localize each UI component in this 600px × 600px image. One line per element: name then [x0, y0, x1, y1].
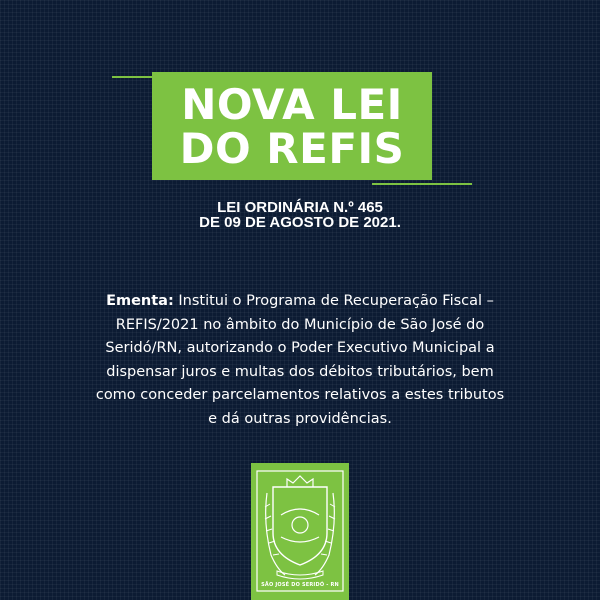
summary-body: Institui o Programa de Recuperação Fiscal – REFIS/2021 no âmbito do Município de São José do Seridó/RN, autorizando o Poder Executivo Municipal a dispensar juros e multas dos débitos tributários, bem como conceder parcelamentos relativos a estes tributos e dá outras providências.	[95, 293, 505, 427]
law-date: DE 09 DE AGOSTO DE 2021.	[199, 214, 401, 231]
law-number: LEI ORDINÁRIA N.º 465	[217, 199, 383, 216]
decorative-line-left	[112, 76, 152, 78]
title-line-1: NOVA LEI	[181, 80, 403, 129]
title-banner	[152, 72, 432, 180]
law-reference	[150, 200, 450, 230]
summary-lead: Ementa:	[106, 293, 174, 309]
municipal-crest-panel	[251, 463, 349, 600]
coat-of-arms-icon	[251, 463, 349, 600]
decorative-line-right	[372, 183, 472, 185]
summary-text	[92, 290, 508, 431]
title-line-2: DO REFIS	[179, 124, 405, 173]
crest-caption: SÃO JOSÉ DO SERIDÓ - RN	[261, 582, 339, 588]
